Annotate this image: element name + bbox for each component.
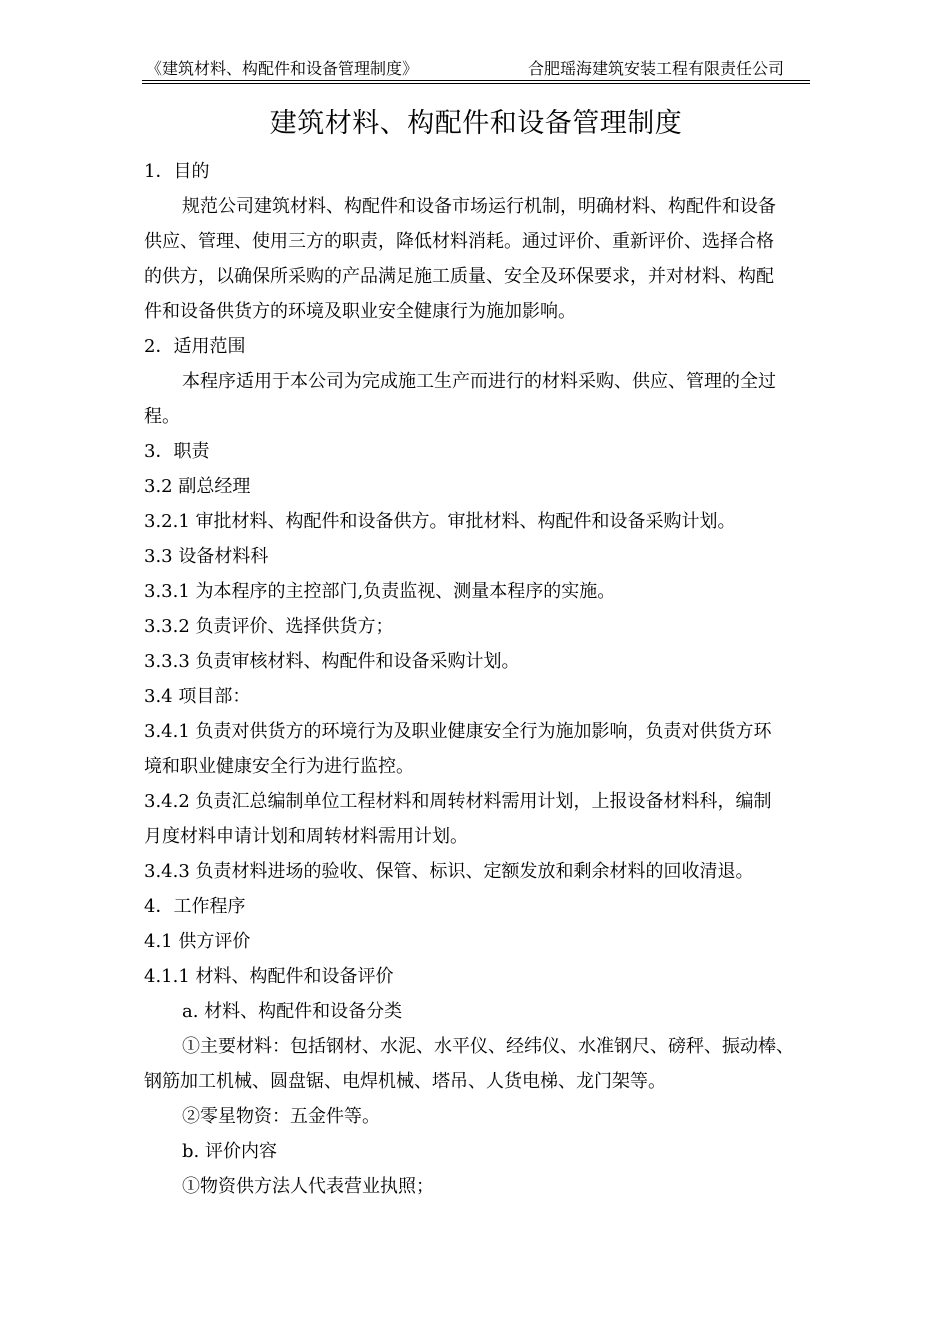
main-materials-line-1: ①主要材料：包括钢材、水泥、水平仪、经纬仪、水准钢尺、磅秤、振动棒、 — [182, 1036, 794, 1057]
item-3-4-1-line-1: 3.4.1 负责对供货方的环境行为及职业健康安全行为施加影响，负责对供货方环 — [144, 721, 772, 742]
subsection-4-1: 4.1 供方评价 — [144, 931, 251, 952]
misc-materials: ②零星物资：五金件等。 — [182, 1106, 380, 1127]
header-rule-thick — [142, 80, 810, 81]
purpose-line-4: 件和设备供货方的环境及职业安全健康行为施加影响。 — [144, 301, 576, 322]
section-heading-procedure: 4．工作程序 — [144, 896, 246, 917]
header-document-name: 《建筑材料、构配件和设备管理制度》 — [146, 59, 419, 78]
item-3-4-3: 3.4.3 负责材料进场的验收、保管、标识、定额发放和剩余材料的回收清退。 — [144, 861, 754, 882]
subsection-3-4: 3.4 项目部： — [144, 686, 251, 707]
item-3-4-2-line-1: 3.4.2 负责汇总编制单位工程材料和周转材料需用计划，上报设备材料科，编制 — [144, 791, 772, 812]
item-3-4-2-line-2: 月度材料申请计划和周转材料需用计划。 — [144, 826, 468, 847]
scope-line-2: 程。 — [144, 406, 180, 427]
evaluation-item-1: ①物资供方法人代表营业执照； — [182, 1176, 434, 1197]
purpose-line-1: 规范公司建筑材料、构配件和设备市场运行机制，明确材料、构配件和设备 — [182, 196, 776, 217]
item-3-3-2: 3.3.2 负责评价、选择供货方； — [144, 616, 394, 637]
document-body — [144, 154, 810, 1204]
item-3-3-3: 3.3.3 负责审核材料、构配件和设备采购计划。 — [144, 651, 520, 672]
section-heading-purpose: 1．目的 — [144, 161, 210, 182]
main-materials-line-2: 钢筋加工机械、圆盘锯、电焊机械、塔吊、人货电梯、龙门架等。 — [144, 1071, 666, 1092]
item-3-2-1: 3.2.1 审批材料、构配件和设备供方。审批材料、构配件和设备采购计划。 — [144, 511, 736, 532]
item-b-evaluation-content: b. 评价内容 — [182, 1141, 277, 1162]
header-rule-thin — [142, 83, 810, 84]
scope-line-1: 本程序适用于本公司为完成施工生产而进行的材料采购、供应、管理的全过 — [182, 371, 776, 392]
item-3-3-1: 3.3.1 为本程序的主控部门,负责监视、测量本程序的实施。 — [144, 581, 616, 602]
section-heading-scope: 2．适用范围 — [144, 336, 246, 357]
subsection-3-2: 3.2 副总经理 — [144, 476, 251, 497]
section-heading-duties: 3．职责 — [144, 441, 210, 462]
purpose-line-2: 供应、管理、使用三方的职责，降低材料消耗。通过评价、重新评价、选择合格 — [144, 231, 774, 252]
item-3-4-1-line-2: 境和职业健康安全行为进行监控。 — [144, 756, 414, 777]
document-title: 建筑材料、构配件和设备管理制度 — [269, 108, 683, 139]
page-header — [142, 56, 810, 82]
subsection-3-3: 3.3 设备材料科 — [144, 546, 269, 567]
purpose-line-3: 的供方，以确保所采购的产品满足施工质量、安全及环保要求，并对材料、构配 — [144, 266, 774, 287]
item-4-1-1: 4.1.1 材料、构配件和设备评价 — [144, 966, 394, 987]
item-a-classification: a. 材料、构配件和设备分类 — [182, 1001, 403, 1022]
header-company-name: 合肥瑶海建筑安装工程有限责任公司 — [527, 59, 784, 78]
